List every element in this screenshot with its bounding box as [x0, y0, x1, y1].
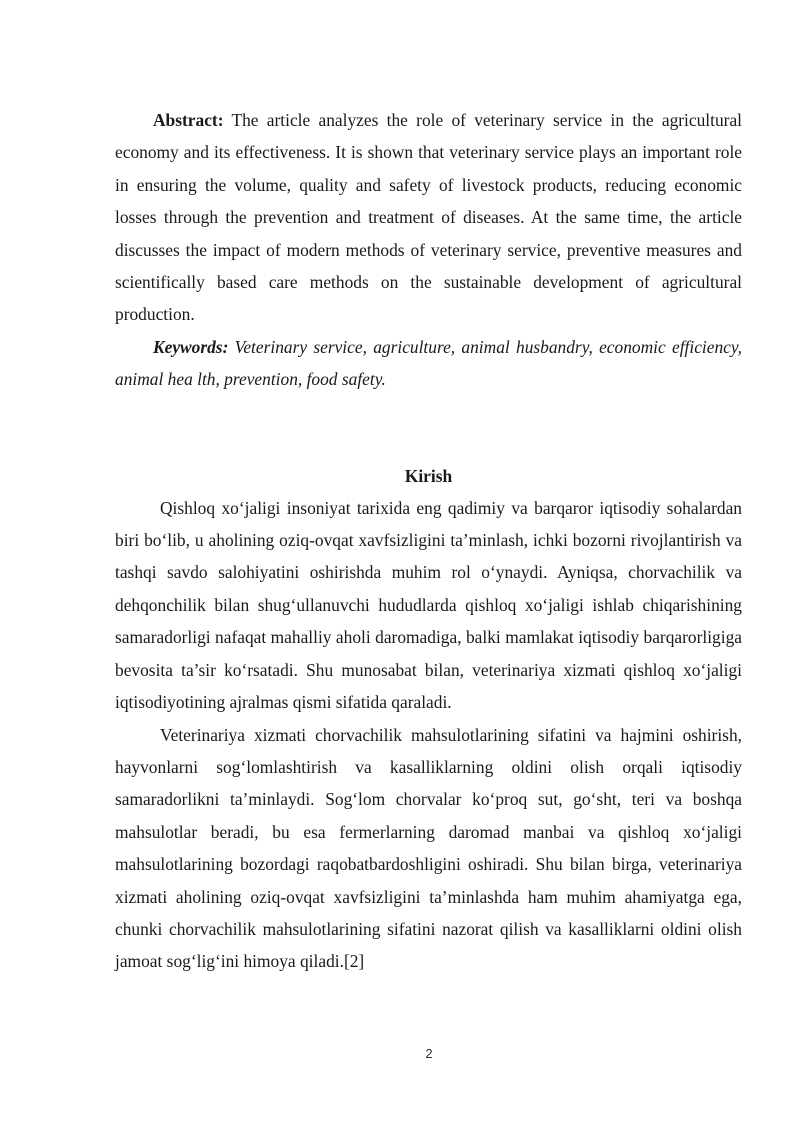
abstract-label: Abstract: — [153, 110, 224, 130]
section-heading: Kirish — [404, 465, 453, 486]
keywords-label: Keywords: — [153, 336, 229, 357]
keywords-paragraph — [115, 331, 742, 396]
page-number: 2 — [425, 1046, 433, 1061]
body-paragraph-1: Qishloq xo‘jaligi insoniyat tarixida eng qadimiy va barqaror iqtisodiy sohalardan biri bo‘lib, u aholining oziq-ovqat xavfsizligini ta’minlash, ichki bozorni rivojlantirish va tashqi savdo salohiyatini oshirishda muhim rol o‘ynaydi. Ayniqsa, chorvachilik va dehqonchilik bilan shug‘ullanuvchi hududlarda qishloq xo‘jaligi ishlab chiqarishining samaradorligi nafaqat mahalliy aholi daromadiga, balki mamlakat iqtisodiy barqarorligiga bevosita ta’sir ko‘rsatadi. Shu munosabat bilan, veterinariya xizmati qishloq xo‘jaligi iqtisodiyotining ajralmas qismi sifatida qaraladi. — [115, 497, 742, 713]
abstract-paragraph — [115, 104, 742, 331]
document-page — [115, 104, 742, 978]
abstract-text: The article analyzes the role of veterinary service in the agricultural economy and its effectiveness. It is shown that veterinary service plays an important role in ensuring the volume, quality and safety of livestock products, reducing economic losses through the prevention and treatment of diseases. At the same time, the article discusses the impact of modern methods of veterinary service, preventive measures and scientifically based care methods on the sustainable development of agricultural production. — [115, 110, 742, 325]
keywords-text: Veterinary service, agriculture, animal husbandry, economic efficiency, animal hea lth, prevention, food safety. — [115, 336, 742, 390]
body-paragraph-2: Veterinariya xizmati chorvachilik mahsulotlarining sifatini va hajmini oshirish, hayvonlarni sog‘lomlashtirish va kasalliklarning oldini olish orqali iqtisodiy samaradorlikni ta’minlaydi. Sog‘lom chorvalar ko‘proq sut, go‘sht, teri va boshqa mahsulotlar beradi, bu esa fermerlarning daromad manbai va qishloq xo‘jaligi mahsulotlarining bozordagi raqobatbardoshligini oshiradi. Shu bilan birga, veterinariya xizmati aholining oziq-ovqat xavfsizligini ta’minlashda ham muhim ahamiyatga ega, chunki chorvachilik mahsulotlarining sifatini nazorat qilish va kasalliklarni oldini olish jamoat sog‘lig‘ini himoya qiladi.[2] — [115, 724, 742, 972]
